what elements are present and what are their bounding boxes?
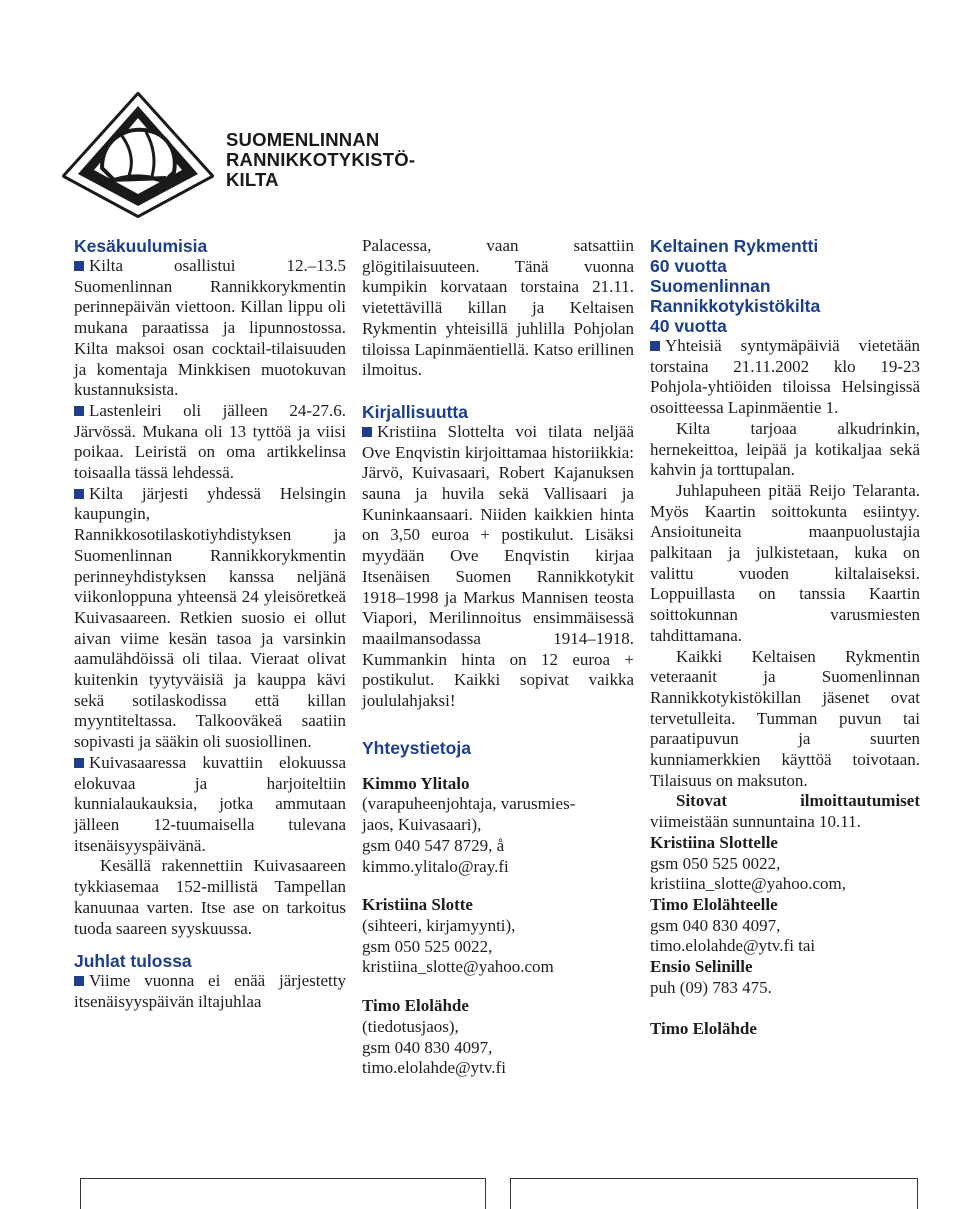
contact-email[interactable]: kristiina_slotte@yahoo.com, bbox=[650, 874, 847, 894]
contact-name: Kristiina Slottelle bbox=[650, 832, 778, 852]
news-paragraph: Kristiina Slottelta voi tilata neljää Ove Enqvistin kirjoittamaa historiikkia: Järvö, Kuivasaari, Robert Kajanuksen sauna ja huvila sekä Vallisaari ja Kuninkaansaari. Niiden kaikkien hinta on 3,50 euroa + postikulut. Lisäksi myydään Ove Enqvistin kirjaa Itsenäisen Suomen Rannikkotykit 1918–1998 ja Markus Mannisen teosta Viapori, Merilinnoitus ensimmäisessä maailmansodassa 1914–1918. Kummankin hinta on 12 euroa + postikulut. Kaikki sopivat vaikka joululahjaksi! bbox=[362, 421, 634, 711]
contact-line: gsm 040 830 4097, bbox=[650, 915, 781, 935]
news-paragraph: Kaikki Keltaisen Rykmentin veteraanit ja Suomenlinnan Rannikkotykistökillan jäsenet ovat tervetulleita. Tumman puvun tai paraatipuvun ja suurten kunniamerkkien käyttöä toivotaan. Tilaisuus on maksuton. bbox=[650, 646, 920, 790]
contact-name: Timo Elolähteelle bbox=[650, 894, 778, 914]
guild-title-line: SUOMENLINNAN bbox=[226, 129, 380, 150]
bullet-square-icon bbox=[74, 489, 84, 499]
news-paragraph: Juhlapuheen pitää Reijo Telaranta. Myös Kaartin soittokunta esiintyy. Ansioituneita maanpuolustajia palkitaan ja julkistetaan, kuka on valittu vuoden kiltalaiseksi. Loppuillasta on tanssia Kaartin soittokunnan varusmiesten tahdittamana. bbox=[650, 480, 920, 645]
contact-email[interactable]: kimmo.ylitalo@ray.fi bbox=[362, 856, 509, 876]
signature: Timo Elolähde bbox=[650, 1018, 757, 1038]
contact-line: gsm 050 525 0022, bbox=[362, 936, 493, 956]
news-paragraph: Viime vuonna ei enää järjestetty itsenäisyyspäivän iltajuhlaa bbox=[74, 971, 346, 1011]
bullet-square-icon bbox=[74, 758, 84, 768]
contact-line: gsm 050 525 0022, bbox=[650, 853, 781, 873]
contact-line: jaos, Kuivasaari), bbox=[362, 815, 482, 835]
contact-line: (varapuheenjohtaja, varusmies- bbox=[362, 794, 576, 814]
news-paragraph: Kilta osallistui 12.–13.5 Suomenlinnan Rannikkorykmentin perinnepäivän viettoon. Killan lippu oli mukana paraatissa ja lipunnostossa. Kilta maksoi osan cocktail-tilaisuuden ja komentaja Minkkisen muotokuvan kustannuksista. bbox=[74, 256, 346, 400]
news-paragraph: Kilta tarjoaa alkudrinkin, hernekeittoa, leipää ja kotikaljaa sekä kahvin ja torttupalan. bbox=[650, 418, 920, 480]
bullet-square-icon bbox=[74, 261, 84, 271]
contact-line: (tiedotusjaos), bbox=[362, 1016, 459, 1036]
contact-card bbox=[362, 774, 634, 878]
contact-name: Kristiina Slotte bbox=[362, 895, 473, 915]
section-title: Juhlat tulossa bbox=[74, 951, 192, 972]
contact-name: Ensio Selinille bbox=[650, 957, 753, 977]
news-paragraph: Kuivasaaressa kuvattiin elokuussa elokuvaa ja harjoiteltiin kunnialaukauksia, jotka ammutaan jälleen 12-tuumaisella tulevana itsenäisyyspäivänä. bbox=[74, 752, 346, 855]
box-frame-left bbox=[80, 1178, 486, 1209]
registration-contact bbox=[650, 833, 920, 895]
section-title: Kesäkuulumisia bbox=[74, 236, 208, 256]
contact-card bbox=[362, 996, 634, 1079]
bullet-square-icon bbox=[650, 341, 660, 351]
bullet-square-icon bbox=[74, 406, 84, 416]
contact-line: (sihteeri, kirjamyynti), bbox=[362, 915, 516, 935]
section-title: Kirjallisuutta bbox=[362, 401, 468, 422]
contact-email[interactable]: timo.elolahde@ytv.fi tai bbox=[650, 936, 816, 956]
contact-email[interactable]: kristiina_slotte@yahoo.com bbox=[362, 957, 554, 977]
guild-title bbox=[226, 130, 415, 190]
bullet-square-icon bbox=[362, 427, 372, 437]
news-paragraph: Kesällä rakennettiin Kuivasaareen tykkiasemaa 152-millistä Tampellan kanuunaa varten. Itse ase on tarkoitus tuoda saareen syyskuussa. bbox=[74, 856, 346, 938]
registration-paragraph: Sitovat ilmoittautumiset viimeistään sunnuntaina 10.11. bbox=[650, 791, 920, 832]
contact-name: Timo Elolähde bbox=[362, 996, 469, 1016]
announcement-title: Keltainen Rykmentti 60 vuotta Suomenlinnan Rannikkotykistökilta 40 vuotta bbox=[650, 236, 821, 336]
guild-title-line: RANNIKKOTYKISTÖ- bbox=[226, 149, 416, 170]
contact-name: Kimmo Ylitalo bbox=[362, 773, 470, 793]
contact-line: gsm 040 830 4097, bbox=[362, 1037, 493, 1057]
registration-contact bbox=[650, 895, 920, 957]
box-frame-right bbox=[510, 1178, 918, 1209]
guild-title-line: KILTA bbox=[226, 169, 279, 190]
news-paragraph: Kilta järjesti yhdessä Helsingin kaupungin, Rannikkosotilaskotiyhdistyksen ja Suomenlinnan Rannikkorykmentin perinneyhdistyksen kanssa neljänä viikonloppuna yhteensä 24 yleisöretkeä Kuivasaareen. Retkien suosio ei ollut aivan viime kesän tasoa ja varsinkin aamulähdöissä oli tilaa. Vieraat olivat kuitenkin tyytyväisiä ja kauppa kävi sekä sotilaskodissa että killan myyntiteltassa. Talkooväkeä saatiin sopivasti ja sääkin oli suosiollinen. bbox=[74, 483, 346, 752]
news-paragraph: Palacessa, vaan satsattiin glögitilaisuuteen. Tänä vuonna kumpikin korvataan torstaina 21.11. vietettävillä killan ja Keltaisen Rykmentin yhteisillä juhlilla Pohjolan tiloissa Lapinmäentiellä. Katso erillinen ilmoitus. bbox=[362, 236, 634, 380]
news-paragraph: Yhteisiä syntymäpäiviä vietetään torstaina 21.11.2002 klo 19-23 Pohjola-yhtiöiden tiloissa Helsingissä osoitteessa Lapinmäentie 1. bbox=[650, 336, 920, 418]
contact-card bbox=[362, 895, 634, 978]
bullet-square-icon bbox=[74, 976, 84, 986]
registration-contact bbox=[650, 957, 920, 998]
contacts-title: Yhteystietoja bbox=[362, 737, 471, 758]
contact-line: gsm 040 547 8729, å bbox=[362, 835, 505, 855]
helmet-emblem-icon bbox=[62, 90, 214, 218]
contact-line: puh (09) 783 475. bbox=[650, 977, 772, 997]
contact-email[interactable]: timo.elolahde@ytv.fi bbox=[362, 1058, 506, 1078]
column-1 bbox=[74, 236, 346, 1013]
news-paragraph: Lastenleiri oli jälleen 24-27.6. Järvössä. Mukana oli 13 tyttöä ja viisi poikaa. Leiristä on oma artikkelinsa toisaalla tässä lehdessä. bbox=[74, 400, 346, 483]
column-3 bbox=[650, 236, 920, 1039]
column-2 bbox=[362, 236, 634, 1097]
